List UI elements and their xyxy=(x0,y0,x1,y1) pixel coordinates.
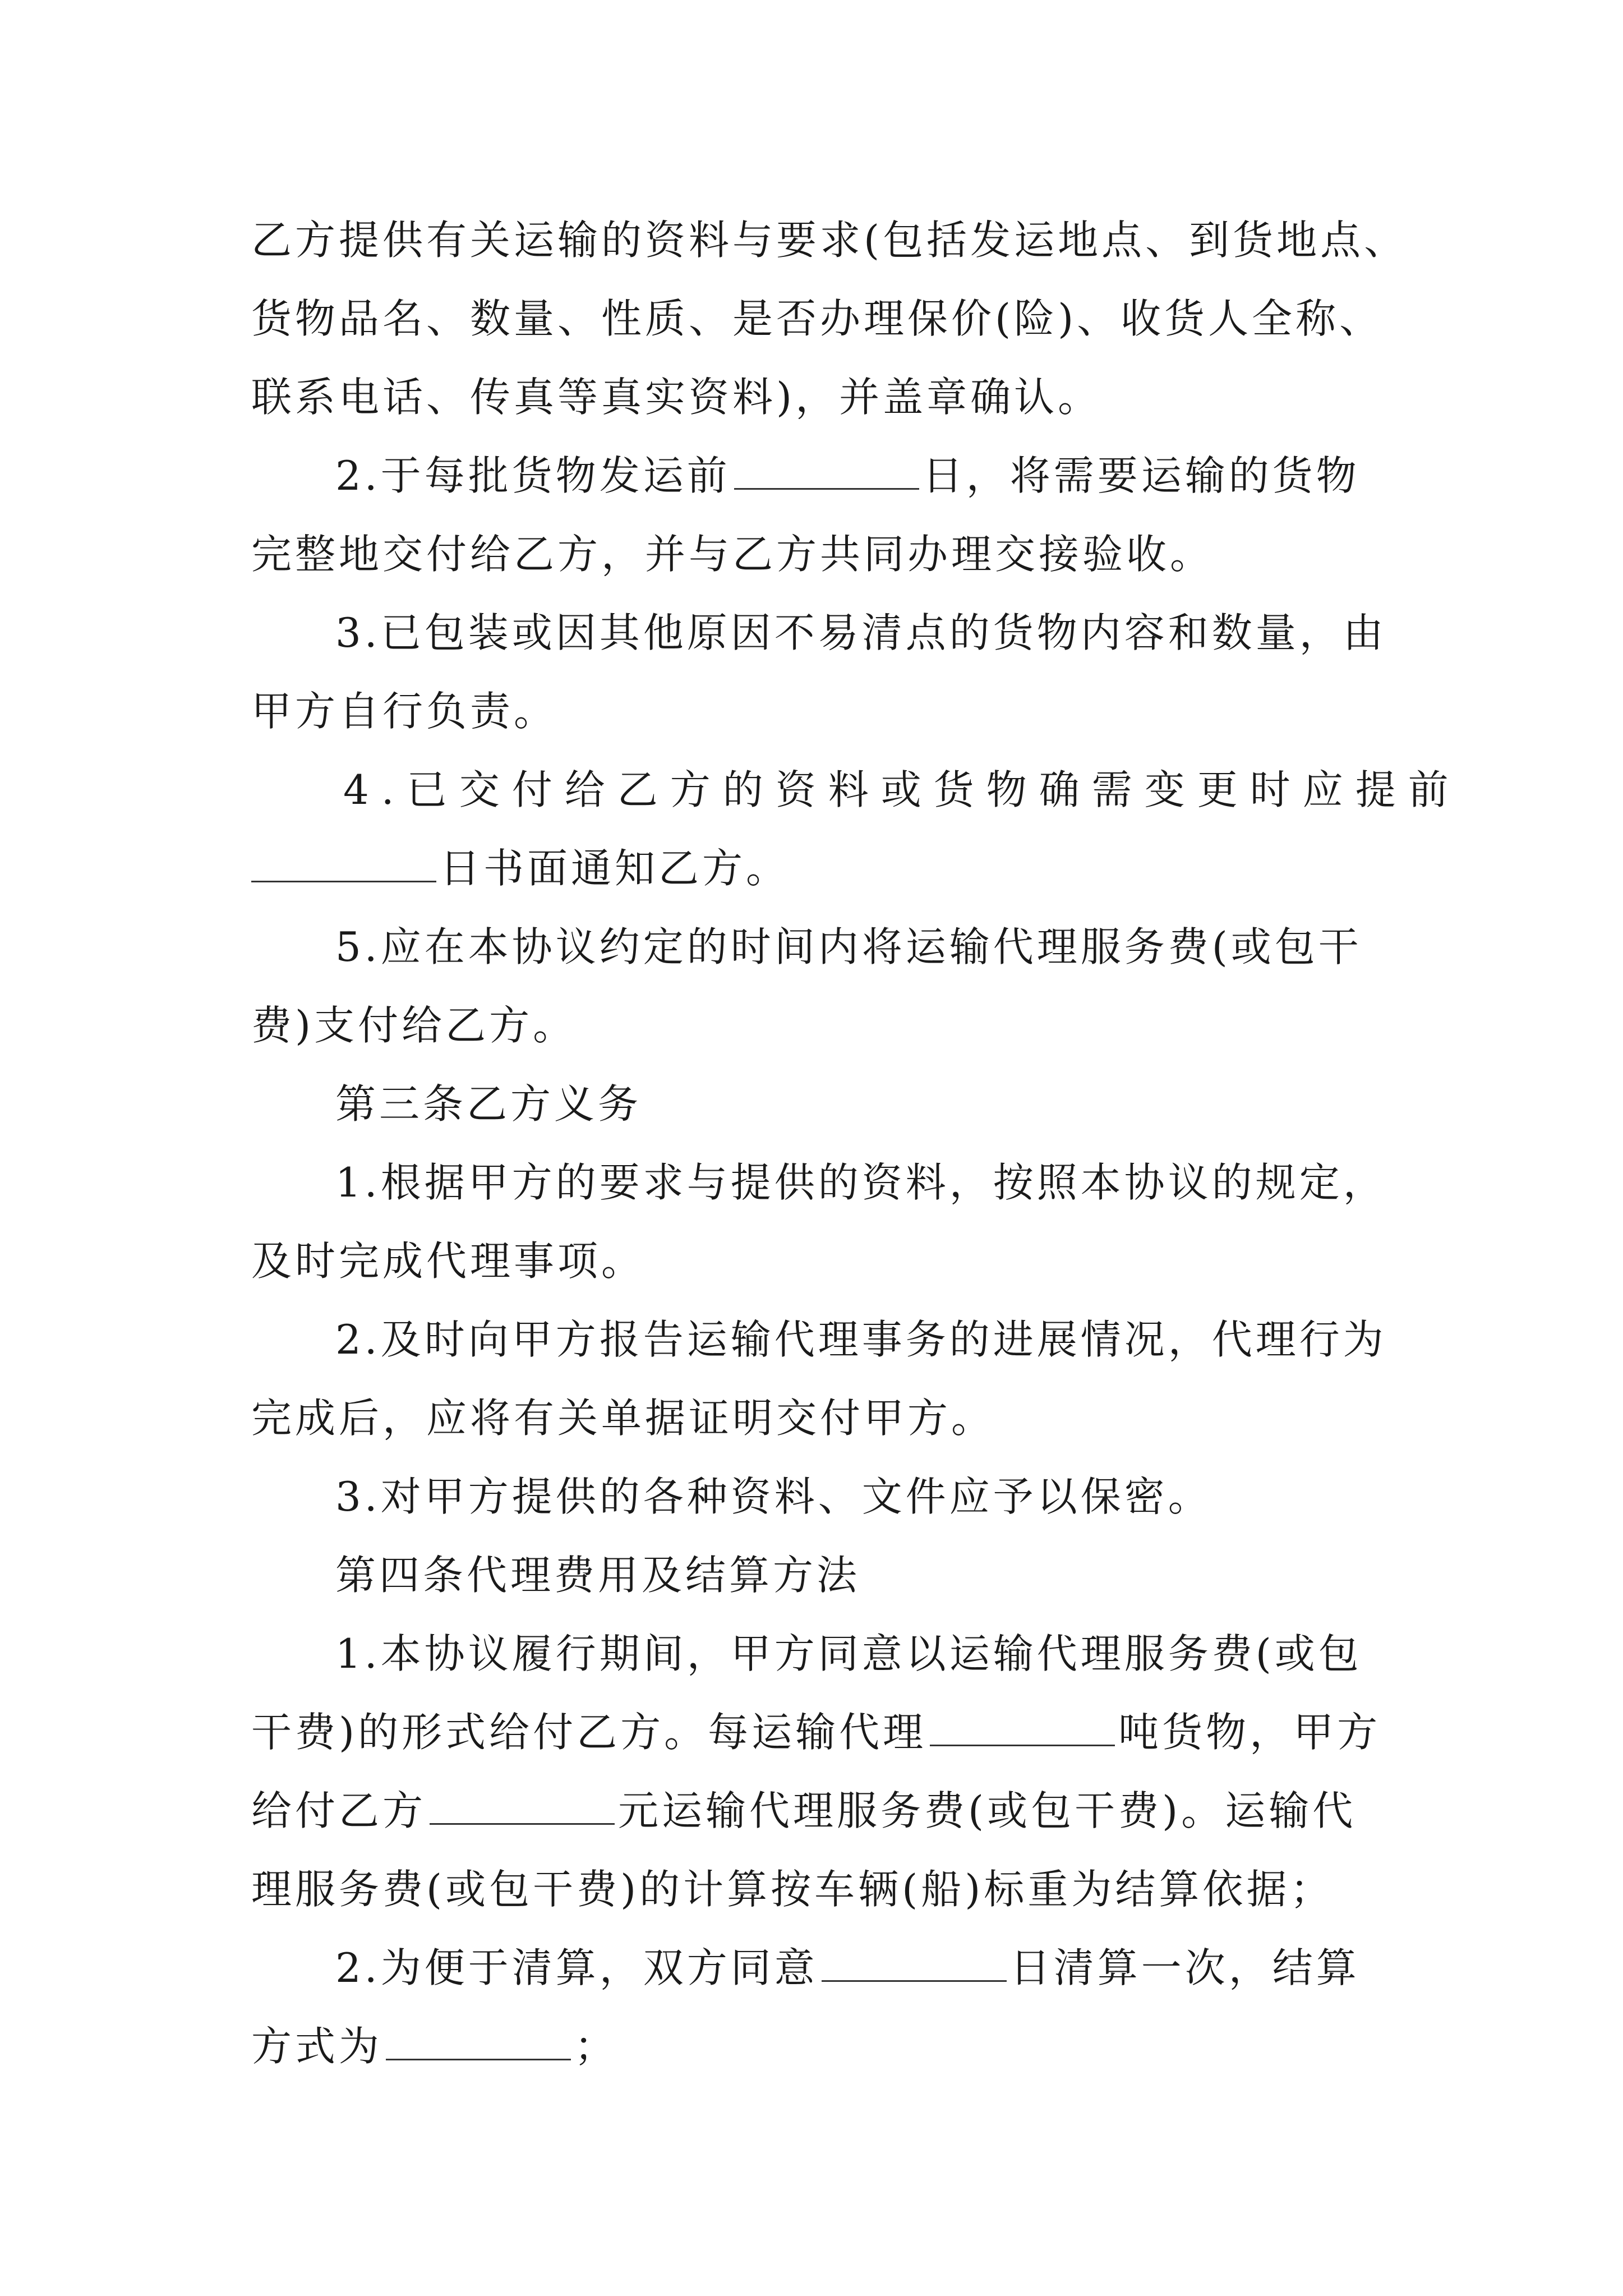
notice-days-blank-field[interactable] xyxy=(251,840,436,882)
article-4-item-1-line-3-pre: 给付乙方 xyxy=(251,1787,427,1834)
item-4-text-post: 日书面通知乙方。 xyxy=(440,845,790,892)
item-5-line-1: 5.应在本协议约定的时间内将运输代理服务费(或包干 xyxy=(335,923,1362,970)
article-4-item-2-text-post: 日清算一次，结算 xyxy=(1009,1944,1360,1991)
item-2-line-2: 完整地交付给乙方，并与乙方共同办理交接验收。 xyxy=(251,531,1214,578)
article-4-item-1-line-3 xyxy=(251,1780,1440,1842)
paragraph-line: 乙方提供有关运输的资料与要求(包括发运地点、到货地点、 xyxy=(251,217,1408,264)
fee-amount-blank-field[interactable] xyxy=(430,1783,615,1825)
article-4-item-1-text-post: 吨货物，甲方 xyxy=(1118,1709,1381,1756)
article-3-item-2-line-1: 2.及时向甲方报告运输代理事务的进展情况，代理行为 xyxy=(335,1316,1387,1363)
article-4-item-2-line-2-pre: 方式为 xyxy=(251,2023,383,2070)
item-2-text-post: 日，将需要运输的货物 xyxy=(922,452,1360,499)
article-3-item-1-line-2: 及时完成代理事项。 xyxy=(251,1237,645,1285)
item-3-line-1: 3.已包装或因其他原因不易清点的货物内容和数量，由 xyxy=(335,609,1387,656)
article-4-item-2-text-pre: 2.为便于清算，双方同意 xyxy=(335,1944,818,1991)
settlement-method-blank-field[interactable] xyxy=(386,2018,571,2060)
article-4-item-1-line-1: 1.本协议履行期间，甲方同意以运输代理服务费(或包 xyxy=(335,1630,1362,1677)
days-blank-field[interactable] xyxy=(734,448,919,490)
item-2-line-1 xyxy=(335,445,1524,507)
article-3-item-1-line-1: 1.根据甲方的要求与提供的资料，按照本协议的规定， xyxy=(335,1159,1387,1206)
article-4-heading: 第四条代理费用及结算方法 xyxy=(335,1552,861,1599)
article-4-item-1-line-2 xyxy=(251,1701,1440,1763)
item-5-line-2: 费)支付给乙方。 xyxy=(251,1002,577,1049)
article-4-item-2-line-2-post: ； xyxy=(574,2023,619,2070)
item-2-text-pre: 2.于每批货物发运前 xyxy=(335,452,731,499)
article-3-heading: 第三条乙方义务 xyxy=(335,1080,642,1128)
paragraph-line: 联系电话、传真等真实资料)，并盖章确认。 xyxy=(251,374,1102,421)
item-4-line-2 xyxy=(251,838,1440,899)
article-4-item-2-line-1 xyxy=(335,1937,1524,1999)
article-3-item-2-line-2: 完成后，应将有关单据证明交付甲方。 xyxy=(251,1395,995,1442)
article-4-item-1-text-pre: 干费)的形式给付乙方。每运输代理 xyxy=(251,1709,927,1756)
article-4-item-1-line-4: 理服务费(或包干费)的计算按车辆(船)标重为结算依据； xyxy=(251,1866,1334,1913)
settlement-days-blank-field[interactable] xyxy=(822,1940,1007,1982)
paragraph-line: 货物品名、数量、性质、是否办理保价(险)、收货人全称、 xyxy=(251,295,1384,342)
item-4-line-1: 4.已交付给乙方的资料或货物确需变更时应提前 xyxy=(343,766,1461,813)
article-4-item-1-line-3-post: 元运输代理服务费(或包干费)。运输代 xyxy=(618,1787,1357,1834)
article-4-item-2-line-2 xyxy=(251,2016,1440,2077)
article-3-item-3-line-1: 3.对甲方提供的各种资料、文件应予以保密。 xyxy=(335,1473,1212,1520)
tonnage-blank-field[interactable] xyxy=(930,1704,1115,1746)
item-3-line-2: 甲方自行负责。 xyxy=(251,688,558,735)
